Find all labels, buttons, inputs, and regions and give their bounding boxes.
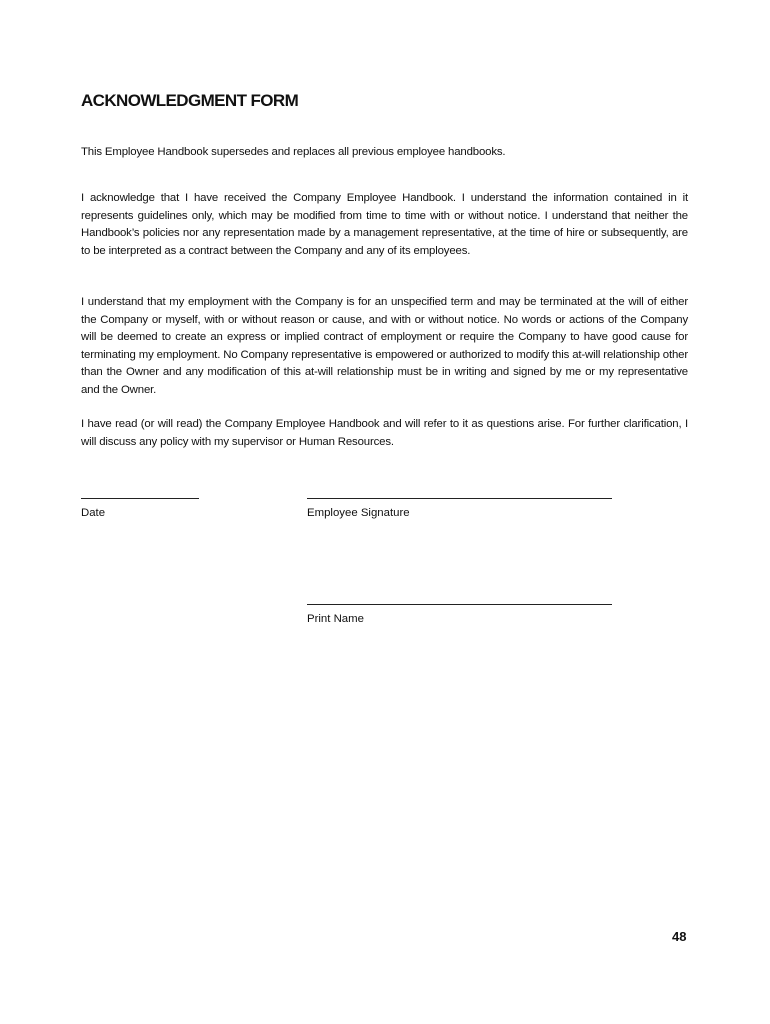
- at-will-paragraph: I understand that my employment with the Company is for an unspecified term and may be terminated at the will of either the Company or myself, with or without reason or cause, and with or without notice. No words or actions of the Company will be deemed to create an express or implied contract of employment or require the Company to have good cause for terminating my employment. No Company representative is empowered or authorized to modify this at-will relationship other than the Owner and any modification of this at-will relationship must be in writing and signed by me or my representative and the Owner.: [81, 296, 688, 396]
- print-name-line[interactable]: [307, 603, 612, 605]
- signature-label: Employee Signature: [307, 507, 410, 519]
- page-number: 48: [672, 929, 687, 944]
- employee-signature-field: [307, 497, 612, 521]
- date-line[interactable]: [81, 497, 199, 499]
- page-title: ACKNOWLEDGMENT FORM: [81, 91, 299, 110]
- clarification-paragraph: I have read (or will read) the Company Employee Handbook and will refer to it as questions arise. For further clarification, I will discuss any policy with my supervisor or Human Resources.: [81, 418, 688, 448]
- date-field: [81, 497, 199, 521]
- print-name-field: [307, 603, 612, 627]
- acknowledgment-paragraph: I acknowledge that I have received the Company Employee Handbook. I understand the information contained in it represents guidelines only, which may be modified from time to time with or without notice. I understand that neither the Handbook’s policies nor any representation made by a management representative, at the time of hire or subsequently, are to be interpreted as a contract between the Company and any of its employees.: [81, 192, 688, 257]
- print-name-label: Print Name: [307, 613, 364, 625]
- date-label: Date: [81, 507, 106, 519]
- intro-paragraph: This Employee Handbook supersedes and replaces all previous employee handbooks.: [81, 146, 506, 158]
- signature-line[interactable]: [307, 497, 612, 499]
